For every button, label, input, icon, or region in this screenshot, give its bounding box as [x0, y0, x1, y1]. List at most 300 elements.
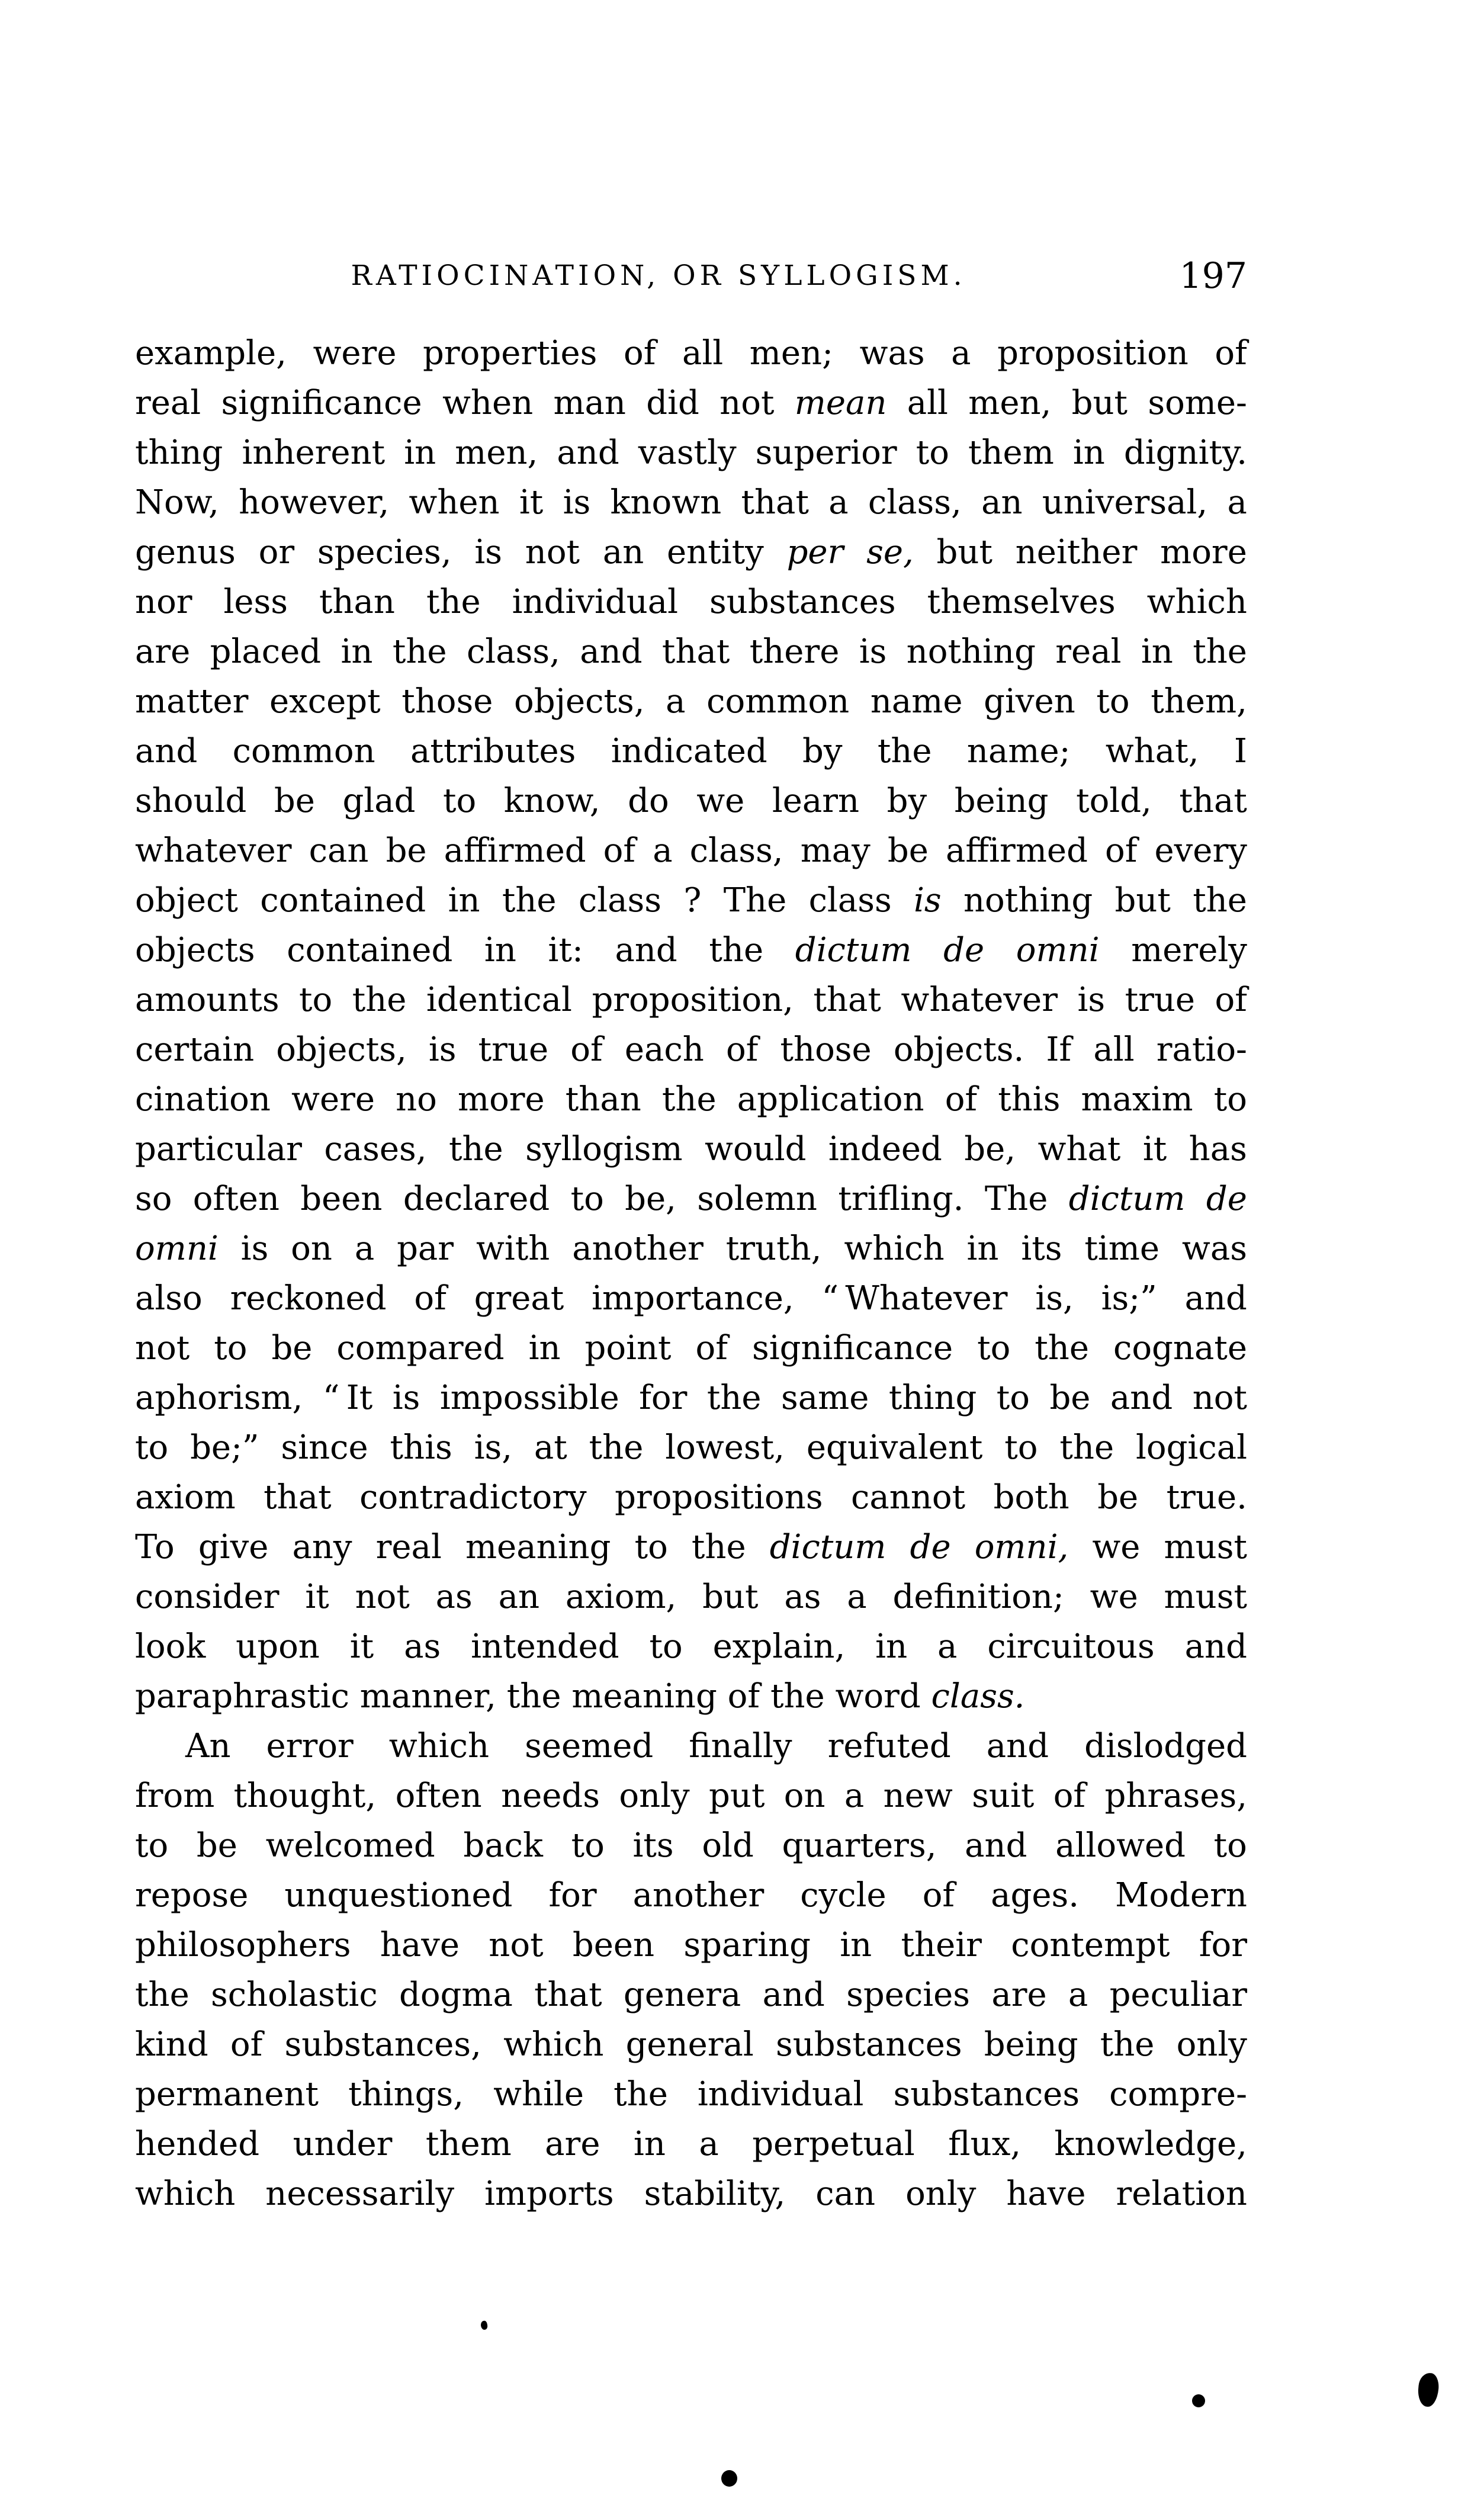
text-line: [135, 2120, 1247, 2169]
word: when: [409, 483, 500, 522]
word: meaning: [465, 1528, 611, 1566]
text-line: [135, 876, 1247, 926]
word: on: [291, 1229, 332, 1268]
text-line: [135, 677, 1247, 727]
word: be: [196, 1826, 237, 1865]
word: upon: [236, 1627, 320, 1666]
text-line: [135, 1224, 1247, 1274]
word: refuted: [827, 1727, 951, 1765]
word: look: [135, 1627, 206, 1666]
text-line: [135, 1572, 1247, 1622]
word: phrases,: [1104, 1777, 1247, 1815]
word: importance,: [592, 1279, 794, 1318]
word: neither: [1015, 533, 1138, 571]
word: of: [1215, 334, 1247, 372]
word: de: [943, 931, 985, 969]
word: welcomed: [265, 1826, 435, 1865]
word: it: [305, 1578, 329, 1616]
text-line: [135, 378, 1247, 428]
running-header-title: RATIOCINATION, OR SYLLOGISM.: [351, 259, 966, 292]
word: the: [877, 732, 932, 770]
word: thing: [888, 1379, 977, 1417]
word: dictum: [1068, 1180, 1186, 1218]
word: its: [632, 1826, 674, 1865]
text-line: [135, 528, 1247, 577]
word: should: [135, 782, 247, 820]
word: certain: [135, 1030, 255, 1069]
text-line: [135, 1373, 1247, 1423]
word: is: [914, 881, 942, 920]
word: cannot: [851, 1478, 966, 1517]
word: real: [135, 384, 201, 422]
word: told,: [1076, 782, 1152, 820]
word: thing: [135, 433, 223, 472]
word: mean: [794, 384, 887, 422]
word: proposition: [997, 334, 1189, 372]
word: species: [846, 1976, 971, 2014]
word: not: [525, 533, 580, 571]
word: all: [1093, 1030, 1135, 1069]
word: name: [870, 682, 963, 721]
word: that: [534, 1976, 602, 2014]
word: however,: [239, 483, 390, 522]
word: put: [709, 1777, 765, 1815]
word: application: [737, 1080, 924, 1119]
word: is: [240, 1229, 269, 1268]
word: class: [808, 881, 892, 920]
word: properties: [423, 334, 598, 372]
word: is: [392, 1379, 420, 1417]
word: things,: [348, 2075, 464, 2114]
word: be: [1049, 1379, 1091, 1417]
word: a: [666, 682, 686, 721]
word: another: [572, 1229, 704, 1268]
word: are: [545, 2125, 600, 2163]
word: attributes: [410, 732, 576, 770]
word: be,: [625, 1180, 676, 1218]
word: may: [800, 831, 871, 870]
word: nor: [135, 583, 192, 621]
text-line: [135, 727, 1247, 776]
word: be: [1097, 1478, 1139, 1517]
word: to: [135, 1826, 169, 1865]
word: aphorism,: [135, 1379, 303, 1417]
word: and: [135, 732, 198, 770]
word: men,: [968, 384, 1052, 422]
word: what,: [1105, 732, 1199, 770]
word: to: [1096, 682, 1130, 721]
word: true: [1125, 981, 1196, 1019]
word: learn: [772, 782, 860, 820]
word: be: [386, 831, 427, 870]
word: and: [762, 1976, 825, 2014]
text-line: [135, 1324, 1247, 1373]
word: de: [1206, 1180, 1247, 1218]
word: The: [984, 1180, 1048, 1218]
word: example,: [135, 334, 287, 372]
page-body: [135, 329, 1247, 2219]
word: per: [786, 533, 844, 571]
word: genera: [623, 1976, 741, 2014]
word: “ It: [322, 1379, 373, 1417]
word: an: [981, 483, 1023, 522]
word: whatever: [135, 831, 292, 870]
word: the: [448, 1130, 503, 1168]
word: explain,: [712, 1627, 846, 1666]
word: impossible: [439, 1379, 619, 1417]
word: identical: [426, 981, 572, 1019]
word: peculiar: [1109, 1976, 1247, 2014]
word: to: [570, 1180, 604, 1218]
word: philosophers: [135, 1926, 351, 1964]
word: ratio-: [1156, 1030, 1247, 1069]
word: often: [192, 1180, 280, 1218]
word: it:: [548, 931, 583, 969]
word: cination: [135, 1080, 271, 1119]
text-line: [135, 1075, 1247, 1125]
word: which: [503, 2025, 604, 2064]
word: of: [603, 831, 636, 870]
word: “ Whatever: [821, 1279, 1008, 1318]
word: trifling.: [838, 1180, 964, 1218]
word: contradictory: [359, 1478, 587, 1517]
word: a: [1068, 1976, 1088, 2014]
word: them: [425, 2125, 512, 2163]
word: par: [397, 1229, 454, 1268]
word: would: [705, 1130, 807, 1168]
word: nothing: [906, 632, 1036, 671]
word: proposition,: [592, 981, 794, 1019]
word: affirmed: [945, 831, 1088, 870]
word: was: [1181, 1229, 1247, 1268]
word: themselves: [927, 583, 1116, 621]
word: placed: [210, 632, 322, 671]
word: only: [1176, 2025, 1247, 2064]
word: An: [185, 1727, 231, 1765]
word: to: [977, 1329, 1011, 1367]
word: man: [553, 384, 626, 422]
word: to: [571, 1826, 605, 1865]
word: common: [232, 732, 375, 770]
word: ages.: [991, 1876, 1080, 1915]
word: a: [951, 334, 971, 372]
word: to: [1213, 1080, 1247, 1119]
word: in: [875, 1627, 908, 1666]
word: is: [428, 1030, 457, 1069]
text-line: [135, 926, 1247, 975]
word: of: [1215, 981, 1247, 1019]
text-line: [135, 1174, 1247, 1224]
word: common: [706, 682, 850, 721]
word: of: [1053, 1777, 1086, 1815]
word: as: [404, 1627, 441, 1666]
word: under: [293, 2125, 393, 2163]
word: and: [557, 433, 619, 472]
text-line: [135, 478, 1247, 528]
word: be: [274, 782, 315, 820]
word: give: [198, 1528, 269, 1566]
word: scholastic: [211, 1976, 378, 2014]
word: every: [1154, 831, 1247, 870]
word: suit: [972, 1777, 1035, 1815]
word: logical: [1135, 1428, 1247, 1467]
word: to: [1004, 1428, 1038, 1467]
word: is: [859, 632, 887, 671]
word: except: [269, 682, 381, 721]
word: genus: [135, 533, 236, 571]
word: in: [966, 1229, 999, 1268]
text-line: [135, 1274, 1247, 1324]
word: species,: [317, 533, 452, 571]
word: the: [613, 2075, 668, 2114]
word: axiom,: [565, 1578, 677, 1616]
word: or: [258, 533, 295, 571]
word: not: [135, 1329, 190, 1367]
word: must: [1164, 1528, 1247, 1566]
word: class,: [868, 483, 962, 522]
text-line: [135, 577, 1247, 627]
word: know,: [503, 782, 600, 820]
word: of: [1105, 831, 1138, 870]
word: thought,: [233, 1777, 377, 1815]
word: and: [986, 1727, 1049, 1765]
word: quarters,: [782, 1826, 937, 1865]
word: name;: [966, 732, 1071, 770]
word: than: [565, 1080, 641, 1119]
word: indeed: [828, 1130, 942, 1168]
word: each: [624, 1030, 704, 1069]
word: back: [463, 1826, 543, 1865]
word: se,: [866, 533, 914, 571]
word: which: [844, 1229, 945, 1268]
word: as: [784, 1578, 821, 1616]
word: propositions: [615, 1478, 823, 1517]
word: of: [623, 334, 656, 372]
word: matter: [135, 682, 249, 721]
word: contained: [287, 931, 453, 969]
text-line: [135, 1423, 1247, 1473]
word: it: [349, 1627, 374, 1666]
word: both: [993, 1478, 1069, 1517]
word: superior: [755, 433, 897, 472]
word: of: [414, 1279, 447, 1318]
word: significance: [221, 384, 422, 422]
word: same: [781, 1379, 869, 1417]
word: new: [883, 1777, 953, 1815]
word: individual: [697, 2075, 864, 2114]
word: The: [723, 881, 787, 920]
word: finally: [689, 1727, 792, 1765]
word: for: [1199, 1926, 1247, 1964]
word: to: [634, 1528, 668, 1566]
word: has: [1189, 1130, 1247, 1168]
word: them,: [1151, 682, 1247, 721]
word: contempt: [1011, 1926, 1170, 1964]
word: Modern: [1115, 1876, 1247, 1915]
word: while: [493, 2075, 584, 2114]
word: declared: [403, 1180, 550, 1218]
word: more: [457, 1080, 545, 1119]
word: the: [1035, 1329, 1089, 1367]
word: of: [922, 1876, 955, 1915]
word: repose: [135, 1876, 249, 1915]
word: we: [696, 782, 745, 820]
word: it: [1142, 1130, 1167, 1168]
word: that: [813, 981, 881, 1019]
text-line: [135, 1025, 1247, 1075]
word: to: [214, 1329, 248, 1367]
word: the: [352, 981, 407, 1019]
text-line: [135, 428, 1247, 478]
word: there: [749, 632, 840, 671]
word: known: [610, 483, 722, 522]
word: all: [907, 384, 948, 422]
word: are: [991, 1976, 1047, 2014]
text-line: [135, 1722, 1247, 1771]
word: since: [281, 1428, 368, 1467]
word: not: [489, 1926, 544, 1964]
word: than: [319, 583, 395, 621]
word: dictum: [795, 931, 912, 969]
word: the: [502, 881, 557, 920]
word: in: [1141, 632, 1173, 671]
word: those: [780, 1030, 872, 1069]
word: ?: [683, 881, 702, 920]
word: time: [1084, 1229, 1160, 1268]
word: so: [135, 1180, 172, 1218]
word: is: [474, 533, 502, 571]
word: the: [1100, 2025, 1155, 2064]
word: also: [135, 1279, 203, 1318]
text-line: [135, 975, 1247, 1025]
word: substances: [709, 583, 896, 621]
word: what: [1037, 1130, 1121, 1168]
word: perpetual: [752, 2125, 915, 2163]
word: cognate: [1113, 1329, 1247, 1367]
word: glad: [342, 782, 416, 820]
word: is,: [1035, 1279, 1074, 1318]
word: we: [1092, 1528, 1141, 1566]
word: seemed: [525, 1727, 654, 1765]
word: on: [783, 1777, 825, 1815]
word: axiom: [135, 1478, 236, 1517]
word: circuitous: [987, 1627, 1155, 1666]
word: nothing: [963, 881, 1093, 920]
word: point: [584, 1329, 672, 1367]
text-line: [135, 1871, 1247, 1921]
word: stability,: [644, 2175, 786, 2213]
text-line: [135, 2070, 1247, 2120]
word: an: [498, 1578, 540, 1616]
text-line: [135, 1473, 1247, 1523]
word: the: [1193, 881, 1247, 920]
word: we: [1090, 1578, 1138, 1616]
word: at: [534, 1428, 567, 1467]
word: to: [299, 981, 333, 1019]
word: objects: [135, 931, 255, 969]
word: real: [375, 1528, 442, 1566]
word: can: [815, 2175, 876, 2213]
word: not: [1192, 1379, 1247, 1417]
word: the: [135, 1976, 189, 2014]
word: omni: [135, 1229, 219, 1268]
word: no: [396, 1080, 437, 1119]
word: given: [984, 682, 1075, 721]
word: have: [380, 1926, 460, 1964]
ink-mark-dot: [721, 2470, 737, 2487]
word: class,: [466, 632, 560, 671]
text-line: [135, 2169, 1247, 2219]
word: a: [354, 1229, 375, 1268]
word: objects,: [276, 1030, 407, 1069]
word: old: [702, 1826, 754, 1865]
word: that: [661, 632, 730, 671]
word: in: [633, 2125, 666, 2163]
word: indicated: [611, 732, 767, 770]
word: the: [392, 632, 447, 671]
text-line: [135, 1672, 1247, 1722]
word: solemn: [697, 1180, 817, 1218]
word: must: [1164, 1578, 1247, 1616]
word: objects.: [893, 1030, 1024, 1069]
word: imports: [484, 2175, 614, 2213]
word: If: [1046, 1030, 1072, 1069]
word: in: [341, 632, 373, 671]
word: that: [741, 483, 809, 522]
word: being: [984, 2025, 1078, 2064]
word: be: [887, 831, 929, 870]
word: manner,: [359, 1677, 496, 1716]
word: as: [435, 1578, 473, 1616]
page-header: [135, 255, 1247, 297]
word: of: [570, 1030, 603, 1069]
word: a: [844, 1777, 865, 1815]
word: only: [905, 2175, 977, 2213]
word: by: [886, 782, 927, 820]
word: it: [519, 483, 544, 522]
word: a: [699, 2125, 719, 2163]
word: their: [901, 1926, 982, 1964]
word: the: [506, 1677, 561, 1716]
word: all: [682, 334, 724, 372]
word: that: [1179, 782, 1247, 820]
word: dislodged: [1084, 1727, 1247, 1765]
word: the: [709, 931, 764, 969]
word: flux,: [948, 2125, 1022, 2163]
word: substances,: [284, 2025, 481, 2064]
word: been: [300, 1180, 383, 1218]
word: in: [484, 931, 516, 969]
word: those: [401, 682, 493, 721]
word: cases,: [324, 1130, 427, 1168]
ink-mark-blob: [1417, 2372, 1440, 2408]
word: kind: [135, 2025, 208, 2064]
word: which: [388, 1727, 490, 1765]
word: men;: [749, 334, 833, 372]
word: and: [1184, 1279, 1247, 1318]
word: unquestioned: [284, 1876, 513, 1915]
word: necessarily: [265, 2175, 455, 2213]
word: with: [476, 1229, 550, 1268]
word: compre-: [1109, 2075, 1247, 2114]
word: but: [936, 533, 992, 571]
word: of: [695, 1329, 728, 1367]
word: the: [691, 1528, 746, 1566]
word: allowed: [1055, 1826, 1186, 1865]
word: be: [271, 1329, 313, 1367]
word: is: [1077, 981, 1106, 1019]
word: but: [1071, 384, 1128, 422]
